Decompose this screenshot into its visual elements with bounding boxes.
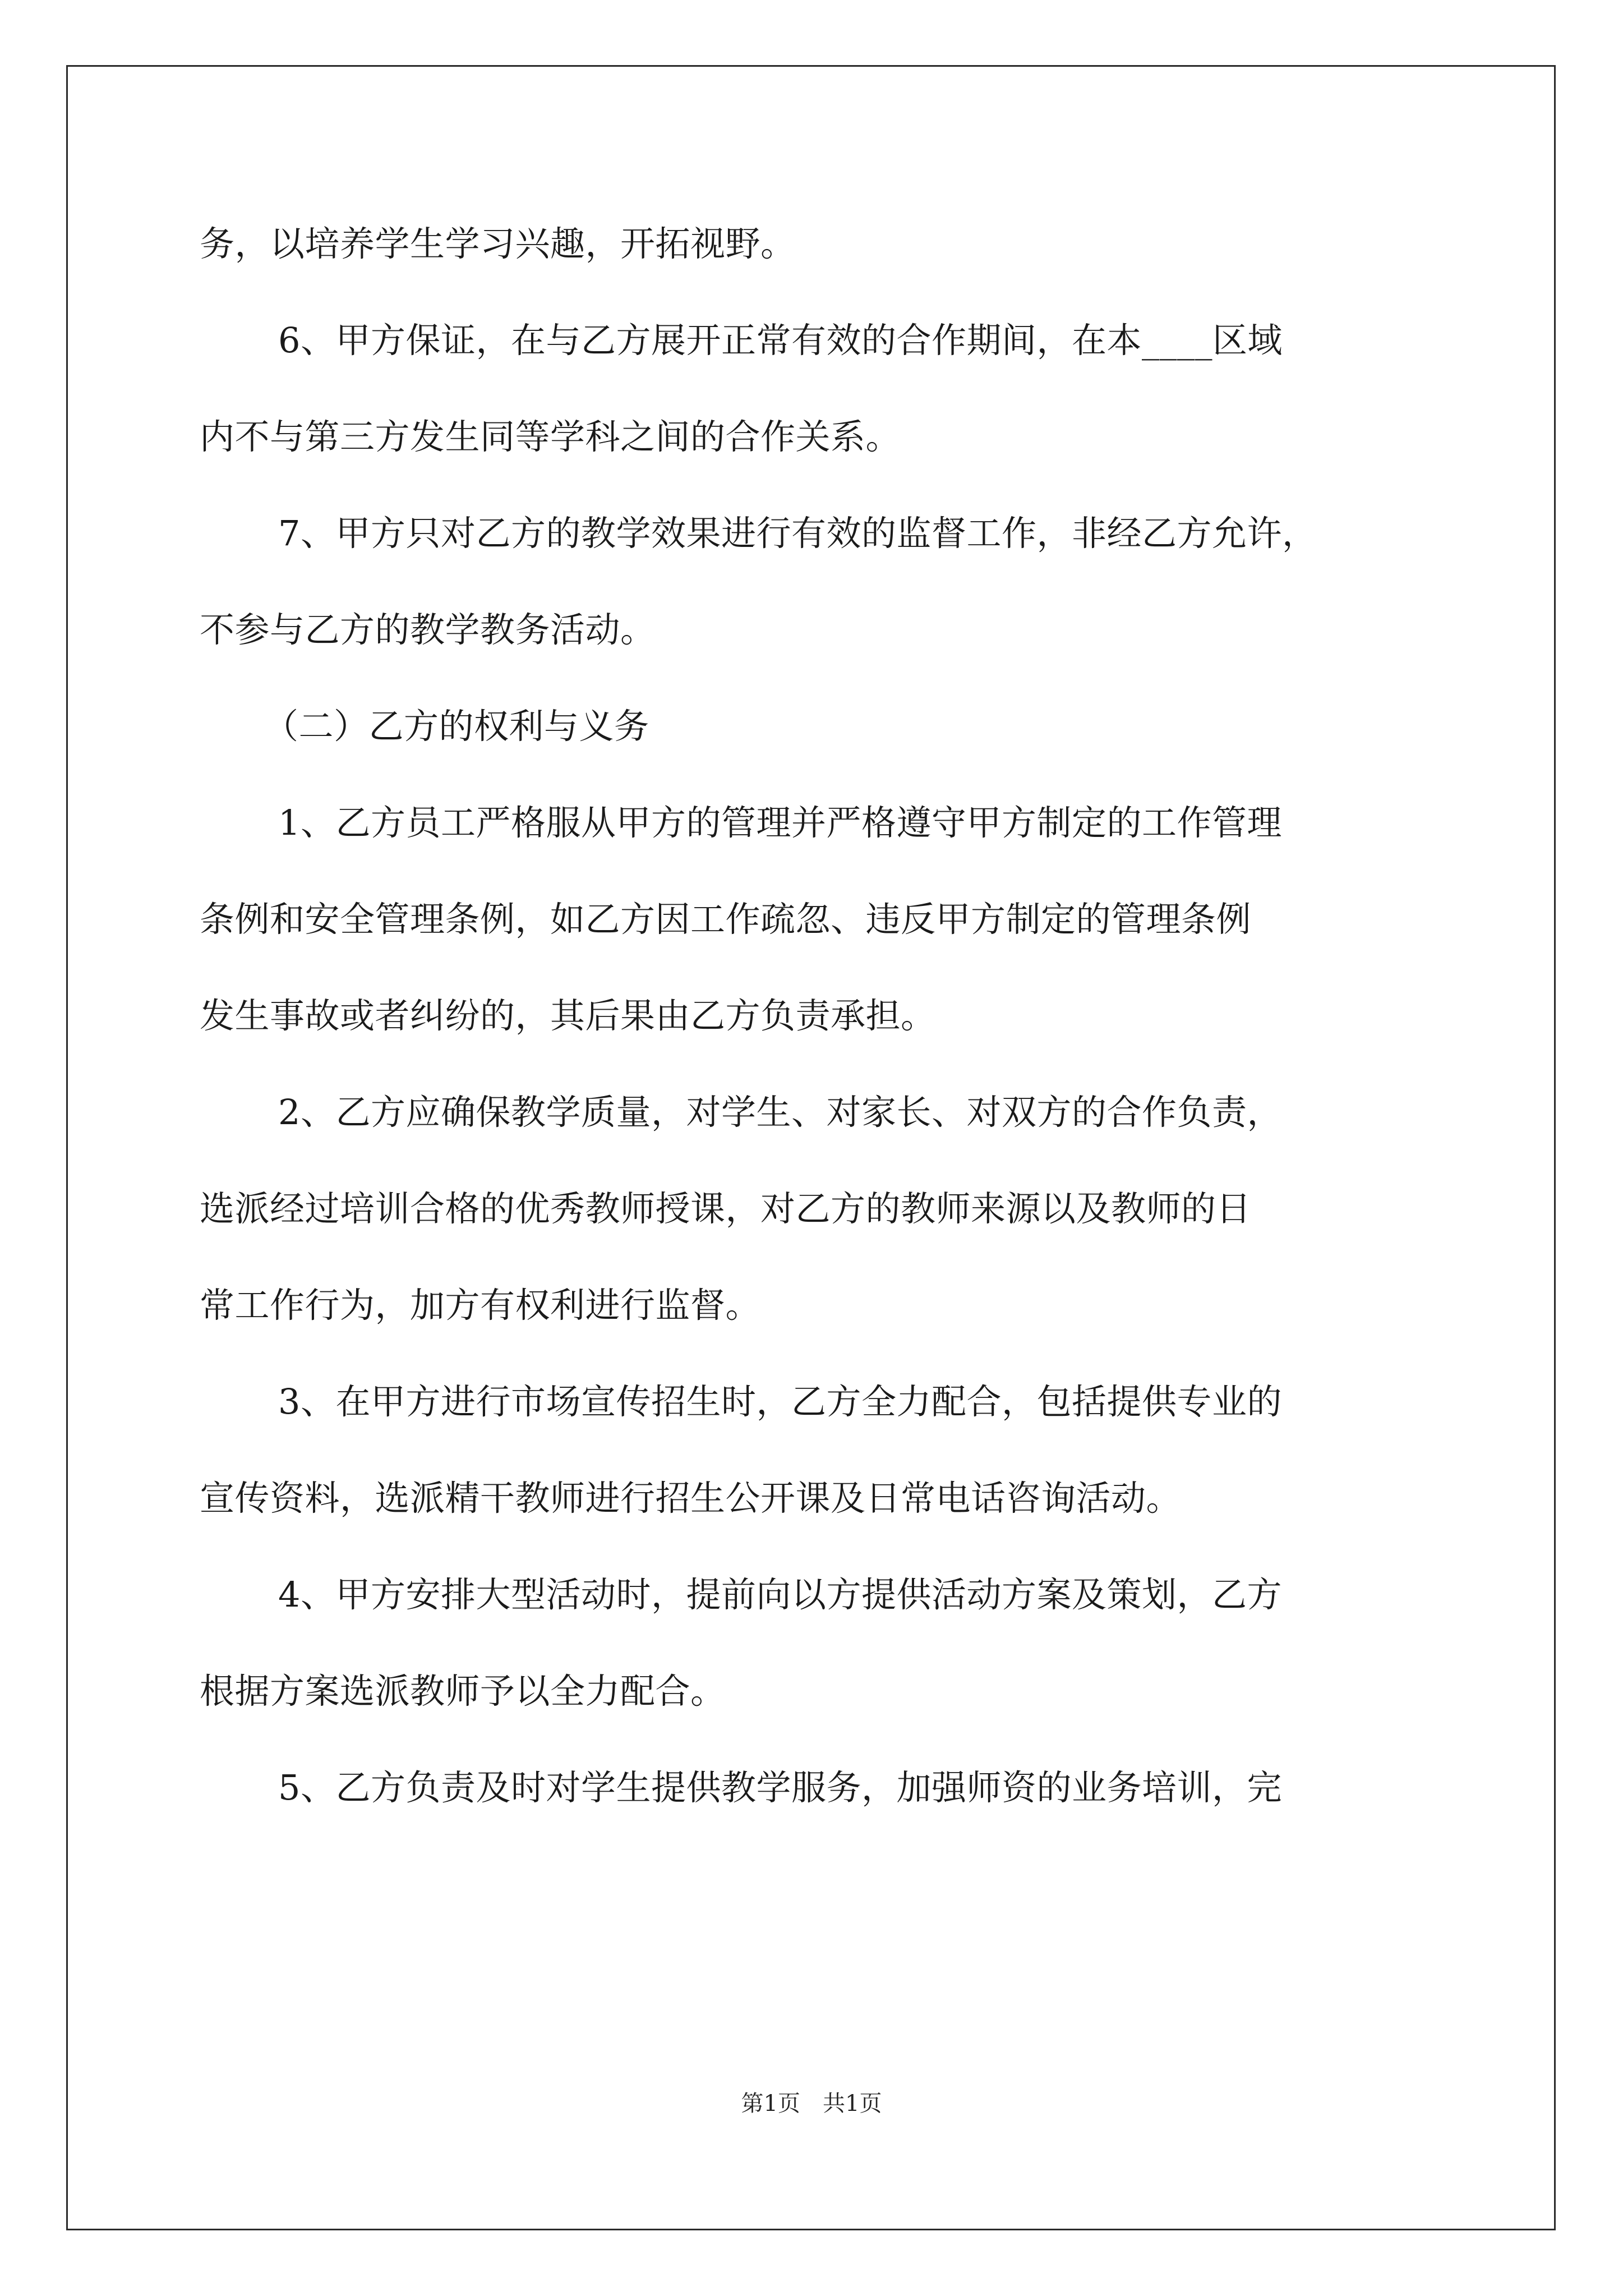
text-line-17: 5、乙方负责及时对学生提供教学服务，加强师资的业务培训，完 <box>278 1767 1282 1808</box>
text-line-8: 条例和安全管理条例，如乙方因工作疏忽、违反甲方制定的管理条例 <box>200 899 1252 940</box>
page-number: 第1页 <box>741 2091 800 2116</box>
text-line-12: 常工作行为，加方有权利进行监督。 <box>200 1285 761 1326</box>
text-line-3: 内不与第三方发生同等学科之间的合作关系。 <box>200 416 901 457</box>
text-line-13: 3、在甲方进行市场宣传招生时，乙方全力配合，包括提供专业的 <box>278 1381 1282 1422</box>
text-line-2: 6、甲方保证，在与乙方展开正常有效的合作期间，在本____区域 <box>278 320 1283 361</box>
text-line-15: 4、甲方安排大型活动时，提前向以方提供活动方案及策划，乙方 <box>278 1574 1282 1615</box>
text-line-1: 务，以培养学生学习兴趣，开拓视野。 <box>200 223 796 264</box>
page-total: 共1页 <box>823 2091 882 2116</box>
text-line-9: 发生事故或者纠纷的，其后果由乙方负责承担。 <box>200 995 936 1036</box>
text-line-4: 7、甲方只对乙方的教学效果进行有效的监督工作，非经乙方允许， <box>278 513 1317 554</box>
text-line-5: 不参与乙方的教学教务活动。 <box>200 609 656 650</box>
text-line-7: 1、乙方员工严格服从甲方的管理并严格遵守甲方制定的工作管理 <box>278 802 1282 843</box>
section-heading: （二）乙方的权利与义务 <box>264 706 649 747</box>
text-line-11: 选派经过培训合格的优秀教师授课，对乙方的教师来源以及教师的日 <box>200 1188 1252 1229</box>
text-line-10: 2、乙方应确保教学质量，对学生、对家长、对双方的合作负责， <box>278 1092 1282 1133</box>
text-line-14: 宣传资料，选派精干教师进行招生公开课及日常电话咨询活动。 <box>200 1478 1182 1519</box>
page-border <box>66 65 1556 2230</box>
page-footer <box>0 2088 1623 2119</box>
text-line-16: 根据方案选派教师予以全力配合。 <box>200 1671 726 1711</box>
